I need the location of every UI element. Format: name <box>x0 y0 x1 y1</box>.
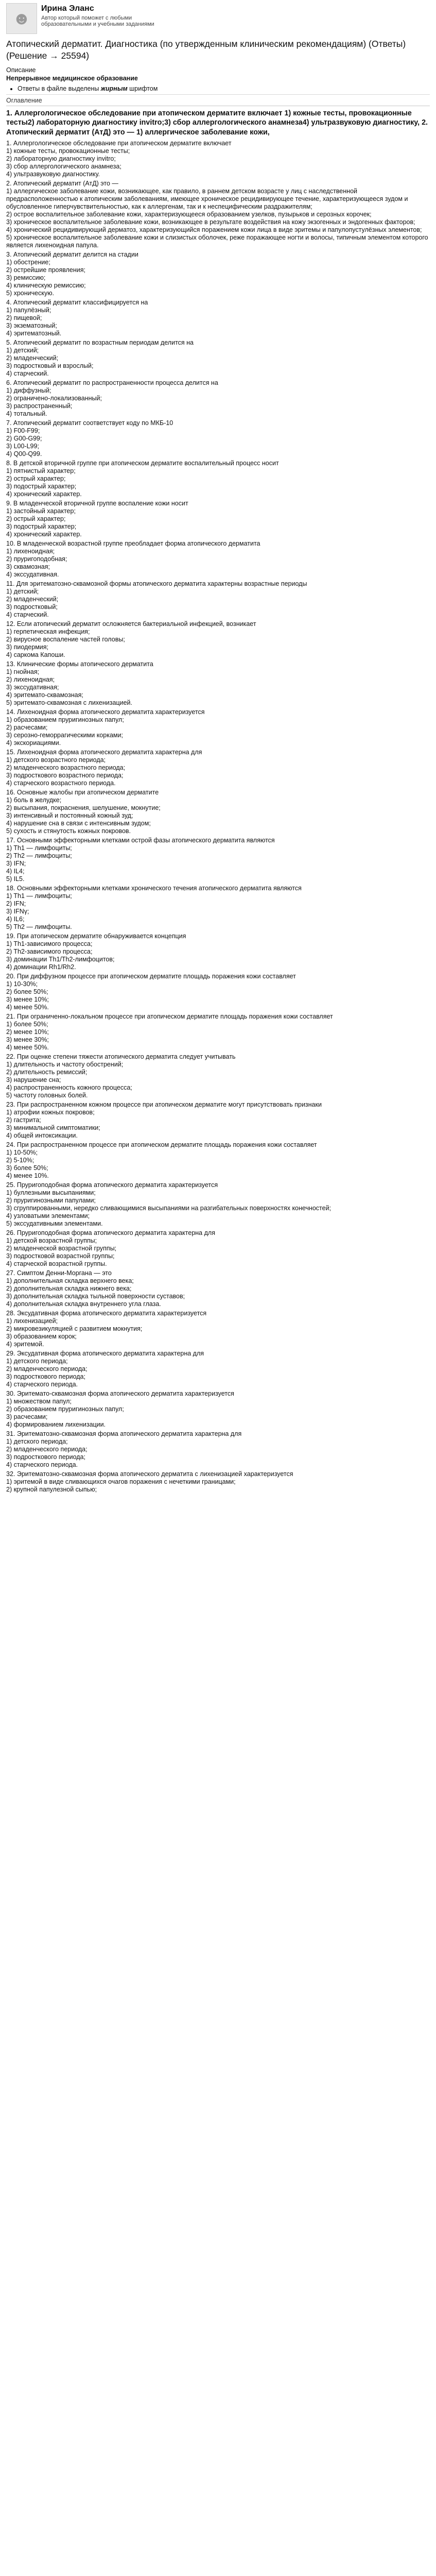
answer-option: 1) герпетическая инфекция; <box>6 628 90 635</box>
answer-option: 4) старческого периода. <box>6 1461 78 1468</box>
answer-option: 3) сквамозная; <box>6 563 50 570</box>
answer-option: 1) обострение; <box>6 258 50 266</box>
question-text: 29. Эксудативная форма атопического дерматита характерна для <box>6 1349 204 1357</box>
answer-option: 3) сгруппированными, нередко сливающимися высыпаниями на разгибательных поверхностях конечностей; <box>6 1204 332 1212</box>
question-text: 27. Симптом Денни-Моргана — это <box>6 1269 112 1277</box>
answer-option: 1) Th1-зависимого процесса; <box>6 940 93 947</box>
question-text: 20. При диффузном процессе при атопическом дерматите площадь поражения кожи составляет <box>6 972 296 980</box>
answer-option: 2) острейшие проявления; <box>6 266 86 274</box>
answer-option: 4) распространенность кожного процесса; <box>6 1083 132 1091</box>
answer-option: 1) Th1 — лимфоциты; <box>6 892 72 900</box>
answer-option: 1) детский; <box>6 346 39 354</box>
first-question-heading: 1. Аллергологическое обследование при атопическом дерматите включает 1) кожные тесты, провокационные тесты2) лабораторную диагностику invitro;3) сбор аллергологического анамнеза4) ультразвуковую диагностику, 2. Атопический дерматит (АтД) это — 1) аллергическое заболевание кожи, <box>6 109 428 137</box>
answer-option: 3) хроническое воспалительное заболевание кожи, возникающее в результате воздействия на кожу экзогенных и эндогенных факторов; <box>6 218 415 226</box>
question-text: 7. Атопический дерматит соответствует коду по МКБ-10 <box>6 419 173 427</box>
author-card <box>6 3 430 34</box>
question-text: 17. Основными эффекторными клетками острой фазы атопического дерматита являются <box>6 836 275 844</box>
answer-option: 2) микровезикуляцией с развитием мокнутия; <box>6 1325 143 1332</box>
avatar <box>6 3 37 34</box>
tips-list <box>18 85 430 92</box>
answer-option: 4) старческого возрастного периода. <box>6 779 116 787</box>
answer-option: 3) дополнительная складка тыльной поверхности суставов; <box>6 1292 185 1300</box>
answer-option: 4) менее 50%. <box>6 1043 49 1051</box>
question-text: 25. Пруригоподобная форма атопического дерматита характеризуется <box>6 1181 218 1189</box>
answer-option: 2) дополнительная складка нижнего века; <box>6 1284 132 1292</box>
answer-option: 1) атрофии кожных покровов; <box>6 1108 95 1116</box>
category-label[interactable]: Непрерывное медицинское образование <box>6 75 138 82</box>
answer-option: 1) детского периода; <box>6 1437 68 1445</box>
answer-option: 1) детской возрастной группы; <box>6 1236 97 1244</box>
answer-option: 4) эритематозный. <box>6 329 62 337</box>
answer-option: 4) старческий. <box>6 369 49 377</box>
answer-option: 4) хронический рецидивирующий дерматоз, характеризующийся поражением кожи лица в виде эритемы и папулопустулёзных элементов; <box>6 226 422 233</box>
question-text: 1. Аллергологическое обследование при атопическом дерматите включает <box>6 139 232 147</box>
answer-option: 4) старческой возрастной группы. <box>6 1260 107 1267</box>
answer-option: 2) вирусное воспаление частей головы; <box>6 635 125 643</box>
answer-option: 4) эритемато-сквамозная; <box>6 691 83 699</box>
answer-option: 3) распространенный; <box>6 402 73 410</box>
answer-option: 2) более 50%; <box>6 988 48 995</box>
answer-option: 2) пищевой; <box>6 314 42 321</box>
answer-option: 4) нарушение сна в связи с интенсивным зудом; <box>6 819 151 827</box>
answer-option: 2) менее 10%; <box>6 1028 49 1036</box>
answer-option: 2) острый характер; <box>6 515 66 522</box>
question-text: 21. При ограниченно-локальном процессе при атопическом дерматите площадь поражения кожи составляет <box>6 1012 333 1020</box>
user-icon: ☻ <box>12 9 31 28</box>
answer-option: 3) подросткового периода; <box>6 1372 85 1380</box>
answer-option: 2) младенческой возрастной группы; <box>6 1244 117 1252</box>
answer-option: 2) младенческого возрастного периода; <box>6 764 126 771</box>
answer-option: 3) доминации Th1/Th2-лимфоцитов; <box>6 955 115 963</box>
answer-option: 4) дополнительная складка внутреннего угла глаза. <box>6 1300 161 1308</box>
question-text: 18. Основными эффекторными клетками хронического течения атопического дерматита являются <box>6 884 302 892</box>
question-text: 30. Эритемато-сквамозная форма атопического дерматита характеризуется <box>6 1389 234 1397</box>
answer-option: 4) Q00-Q99. <box>6 450 42 457</box>
answer-option: 3) более 50%; <box>6 1164 48 1172</box>
answer-option: 3) подросткового периода; <box>6 1453 85 1461</box>
answer-option: 2) образованием пруригинозных папул; <box>6 1405 124 1413</box>
answer-option: 5) Th2 — лимфоциты. <box>6 923 72 930</box>
answer-option: 4) IL6; <box>6 915 25 923</box>
answer-option: 4) общей интоксикации. <box>6 1131 78 1139</box>
answer-option: 3) подростковый и взрослый; <box>6 362 94 369</box>
answer-option: 1) детского возрастного периода; <box>6 756 106 764</box>
answer-option: 2) лабораторную диагностику invitro; <box>6 155 116 162</box>
answer-option: 3) подростковый; <box>6 603 58 611</box>
answer-option: 1) 10-30%; <box>6 980 38 988</box>
page-title: Атопический дерматит. Диагностика (по утвержденным клиническим рекомендациям) (Ответы) (Решение → 25594) <box>6 39 406 61</box>
answer-option: 3) ремиссию; <box>6 274 46 281</box>
question-text: 5. Атопический дерматит по возрастным периодам делится на <box>6 338 194 346</box>
answer-option: 2) 5-10%; <box>6 1156 34 1164</box>
answer-option: 4) менее 10%. <box>6 1172 49 1179</box>
question-text: 28. Эксудативная форма атопического дерматита характеризуется <box>6 1309 207 1317</box>
answer-option: 5) хроническое воспалительное заболевание кожи и слизистых оболочек, реже поражающее ногти и волосы, типичным элементом которого является лихеноидная папула. <box>6 233 428 249</box>
answer-option: 1) гнойная; <box>6 668 40 675</box>
author-name[interactable]: Ирина Эланс <box>41 4 94 13</box>
question-text: 19. При атопическом дерматите обнаруживается концепция <box>6 932 186 940</box>
answer-option: 2) высыпания, покраснения, шелушение, мокнутие; <box>6 804 161 811</box>
answer-option: 3) серозно-геморрагическими корками; <box>6 731 123 739</box>
answer-option: 5) IL5. <box>6 875 25 883</box>
answer-option: 3) подростковой возрастной группы; <box>6 1252 115 1260</box>
answer-option: 4) ультразвуковую диагностику. <box>6 170 100 178</box>
answer-option: 5) эритемато-сквамозная с лихенизацией. <box>6 699 132 706</box>
answer-option: 4) саркома Капоши. <box>6 651 65 658</box>
question-text: 14. Лихеноидная форма атопического дерматита характеризуется <box>6 708 205 716</box>
tip-item: • Ответы в файле выделены жирным шрифтом <box>18 85 430 92</box>
answer-option: 2) ограничено-локализованный; <box>6 394 102 402</box>
question-text: 15. Лихеноидная форма атопического дерматита характерна для <box>6 748 202 756</box>
answer-option: 3) подострый характер; <box>6 482 77 490</box>
question-text: 22. При оценке степени тяжести атопического дерматита следует учитывать <box>6 1053 236 1060</box>
answer-option: 4) узловатыми элементами; <box>6 1212 90 1219</box>
answer-option: 2) крупной папулезной сыпью; <box>6 1485 97 1493</box>
answer-option: 4) хронический характер. <box>6 490 82 498</box>
answer-option: 1) папулёзный; <box>6 306 51 314</box>
toc-label: Оглавление <box>6 97 42 105</box>
question-text: 12. Если атопический дерматит осложняется бактериальной инфекцией, возникает <box>6 620 256 628</box>
question-list <box>6 140 430 1494</box>
answer-option: 2) младенческого периода; <box>6 1445 88 1453</box>
description-label: Описание <box>6 66 36 74</box>
answer-option: 1) множеством папул; <box>6 1397 72 1405</box>
question-text: 10. В младенческой возрастной группе преобладает форма атопического дерматита <box>6 539 260 547</box>
question-text: 31. Эритематозно-сквамозная форма атопического дерматита характерна для <box>6 1430 242 1437</box>
answer-option: 4) клиническую ремиссию; <box>6 281 86 289</box>
answer-option: 3) IFN; <box>6 859 26 867</box>
answer-option: 3) пиодермия; <box>6 643 49 651</box>
question-text: 3. Атопический дерматит делится на стадии <box>6 250 138 258</box>
answer-option: 1) эритемой в виде сливающихся очагов поражения с нечеткими границами; <box>6 1478 236 1485</box>
answer-option: 1) детский; <box>6 587 39 595</box>
answer-option: 2) острое воспалительное заболевание кожи, характеризующееся образованием узелков, пузырьков и серозных корочек; <box>6 210 372 218</box>
question-text: 23. При распространенном кожном процессе при атопическом дерматите могут присутствовать признаки <box>6 1100 322 1108</box>
answer-option: 1) боль в желудке; <box>6 796 62 804</box>
question-text: 11. Для эритематозно-сквамозной формы атопического дерматита характерны возрастные периоды <box>6 580 307 587</box>
question-text: 9. В младенческой вторичной группе воспаление кожи носит <box>6 499 188 507</box>
answer-option: 4) эритемой. <box>6 1340 44 1348</box>
answer-option: 3) менее 30%; <box>6 1036 49 1043</box>
answer-option: 2) острый характер; <box>6 474 66 482</box>
answer-option: 4) экскориациями. <box>6 739 61 747</box>
answer-option: 2) пруригоподобная; <box>6 555 67 563</box>
answer-option: 2) пруригинозными папулами; <box>6 1196 96 1204</box>
answer-option: 3) расчесами; <box>6 1413 48 1420</box>
question-text: 24. При распространенном процессе при атопическом дерматите площадь поражения кожи составляет <box>6 1141 317 1148</box>
answer-option: 5) экссудативными элементами. <box>6 1219 103 1227</box>
answer-option: 3) подострый характер; <box>6 522 77 530</box>
answer-option: 1) более 50%; <box>6 1020 48 1028</box>
answer-option: 2) G00-G99; <box>6 434 42 442</box>
answer-option: 4) формированием лихенизации. <box>6 1420 106 1428</box>
tip-highlight: жирным <box>100 85 128 93</box>
answer-option: 4) IL4; <box>6 867 25 875</box>
answer-option: 1) дополнительная складка верхнего века; <box>6 1277 134 1284</box>
answer-option: 3) L00-L99; <box>6 442 39 450</box>
answer-option: 2) младенческий; <box>6 354 59 362</box>
answer-option: 3) образованием корок; <box>6 1332 77 1340</box>
answer-option: 1) пятнистый характер; <box>6 467 76 474</box>
answer-option: 5) сухость и стянутость кожных покровов. <box>6 827 131 835</box>
answer-option: 2) расчесами; <box>6 723 48 731</box>
answer-option: 2) Th2-зависимого процесса; <box>6 947 93 955</box>
answer-option: 1) образованием пруригинозных папул; <box>6 716 124 723</box>
answer-option: 2) гастрита; <box>6 1116 41 1124</box>
answer-option: 3) интенсивный и постоянный кожный зуд; <box>6 811 133 819</box>
answer-option: 1) кожные тесты, провокационные тесты; <box>6 147 130 155</box>
answer-option: 1) длительность и частоту обострений; <box>6 1060 124 1068</box>
answer-option: 4) доминации Rh1/Rh2. <box>6 963 76 971</box>
answer-option: 2) IFN; <box>6 900 26 907</box>
answer-option: 4) хронический характер. <box>6 530 82 538</box>
answer-option: 1) аллергическое заболевание кожи, возникающее, как правило, в раннем детском возрасте у лиц с наследственной предрасположенностью к атопическим заболеваниям, имеющее хроническое рецидивирующее течение, характеризующееся зудом и обусловленное гиперчувствительностью, как к аллергенам, так и к неспецифическим раздражителям; <box>6 187 408 210</box>
answer-option: 5) хроническую. <box>6 289 55 297</box>
answer-option: 3) сбор аллергологического анамнеза; <box>6 162 121 170</box>
answer-option: 1) буллезными высыпаниями; <box>6 1189 96 1196</box>
answer-option: 4) старческий. <box>6 611 49 618</box>
answer-option: 3) подросткового возрастного периода; <box>6 771 124 779</box>
answer-option: 2) младенческий; <box>6 595 59 603</box>
question-text: 32. Эритематозно-сквамозная форма атопического дерматита с лихенизацией характеризуется <box>6 1470 293 1478</box>
answer-option: 1) 10-50%; <box>6 1148 38 1156</box>
question-text: 26. Пруригоподобная форма атопического дерматита характерна для <box>6 1229 215 1236</box>
answer-option: 4) менее 50%. <box>6 1003 49 1011</box>
answer-option: 2) Th2 — лимфоциты; <box>6 852 72 859</box>
answer-option: 1) детского периода; <box>6 1357 68 1365</box>
answer-option: 2) младенческого периода; <box>6 1365 88 1372</box>
answer-option: 1) F00-F99; <box>6 427 40 434</box>
answer-option: 4) тотальный. <box>6 410 47 417</box>
answer-option: 1) диффузный; <box>6 386 51 394</box>
answer-option: 3) минимальной симптоматики; <box>6 1124 100 1131</box>
answer-option: 5) частоту головных болей. <box>6 1091 88 1099</box>
question-text: 13. Клинические формы атопического дерматита <box>6 660 153 668</box>
answer-option: 1) Th1 — лимфоциты; <box>6 844 72 852</box>
answer-option: 3) экссудативная; <box>6 683 59 691</box>
question-text: 8. В детской вторичной группе при атопическом дерматите воспалительный процесс носит <box>6 459 279 467</box>
answer-option: 3) IFNγ; <box>6 907 29 915</box>
question-text: 16. Основные жалобы при атопическом дерматите <box>6 788 159 796</box>
question-text: 6. Атопический дерматит по распространенности процесса делится на <box>6 379 218 386</box>
divider <box>6 94 430 95</box>
answer-option: 1) застойный характер; <box>6 507 76 515</box>
answer-option: 3) нарушение сна; <box>6 1076 61 1083</box>
answer-option: 1) лихенизацией; <box>6 1317 58 1325</box>
answer-option: 2) лихеноидная; <box>6 675 55 683</box>
answer-option: 3) экзематозный; <box>6 321 57 329</box>
answer-option: 3) менее 10%; <box>6 995 49 1003</box>
answer-option: 4) экссудативная. <box>6 570 59 578</box>
answer-option: 1) лихеноидная; <box>6 547 55 555</box>
answer-option: 4) старческого периода. <box>6 1380 78 1388</box>
answer-option: 2) длительность ремиссий; <box>6 1068 88 1076</box>
question-text: 4. Атопический дерматит классифицируется на <box>6 298 148 306</box>
question-text: 2. Атопический дерматит (АтД) это — <box>6 179 118 187</box>
author-description: Автор который поможет с любыми образовательными и учебными заданиями <box>41 15 154 27</box>
